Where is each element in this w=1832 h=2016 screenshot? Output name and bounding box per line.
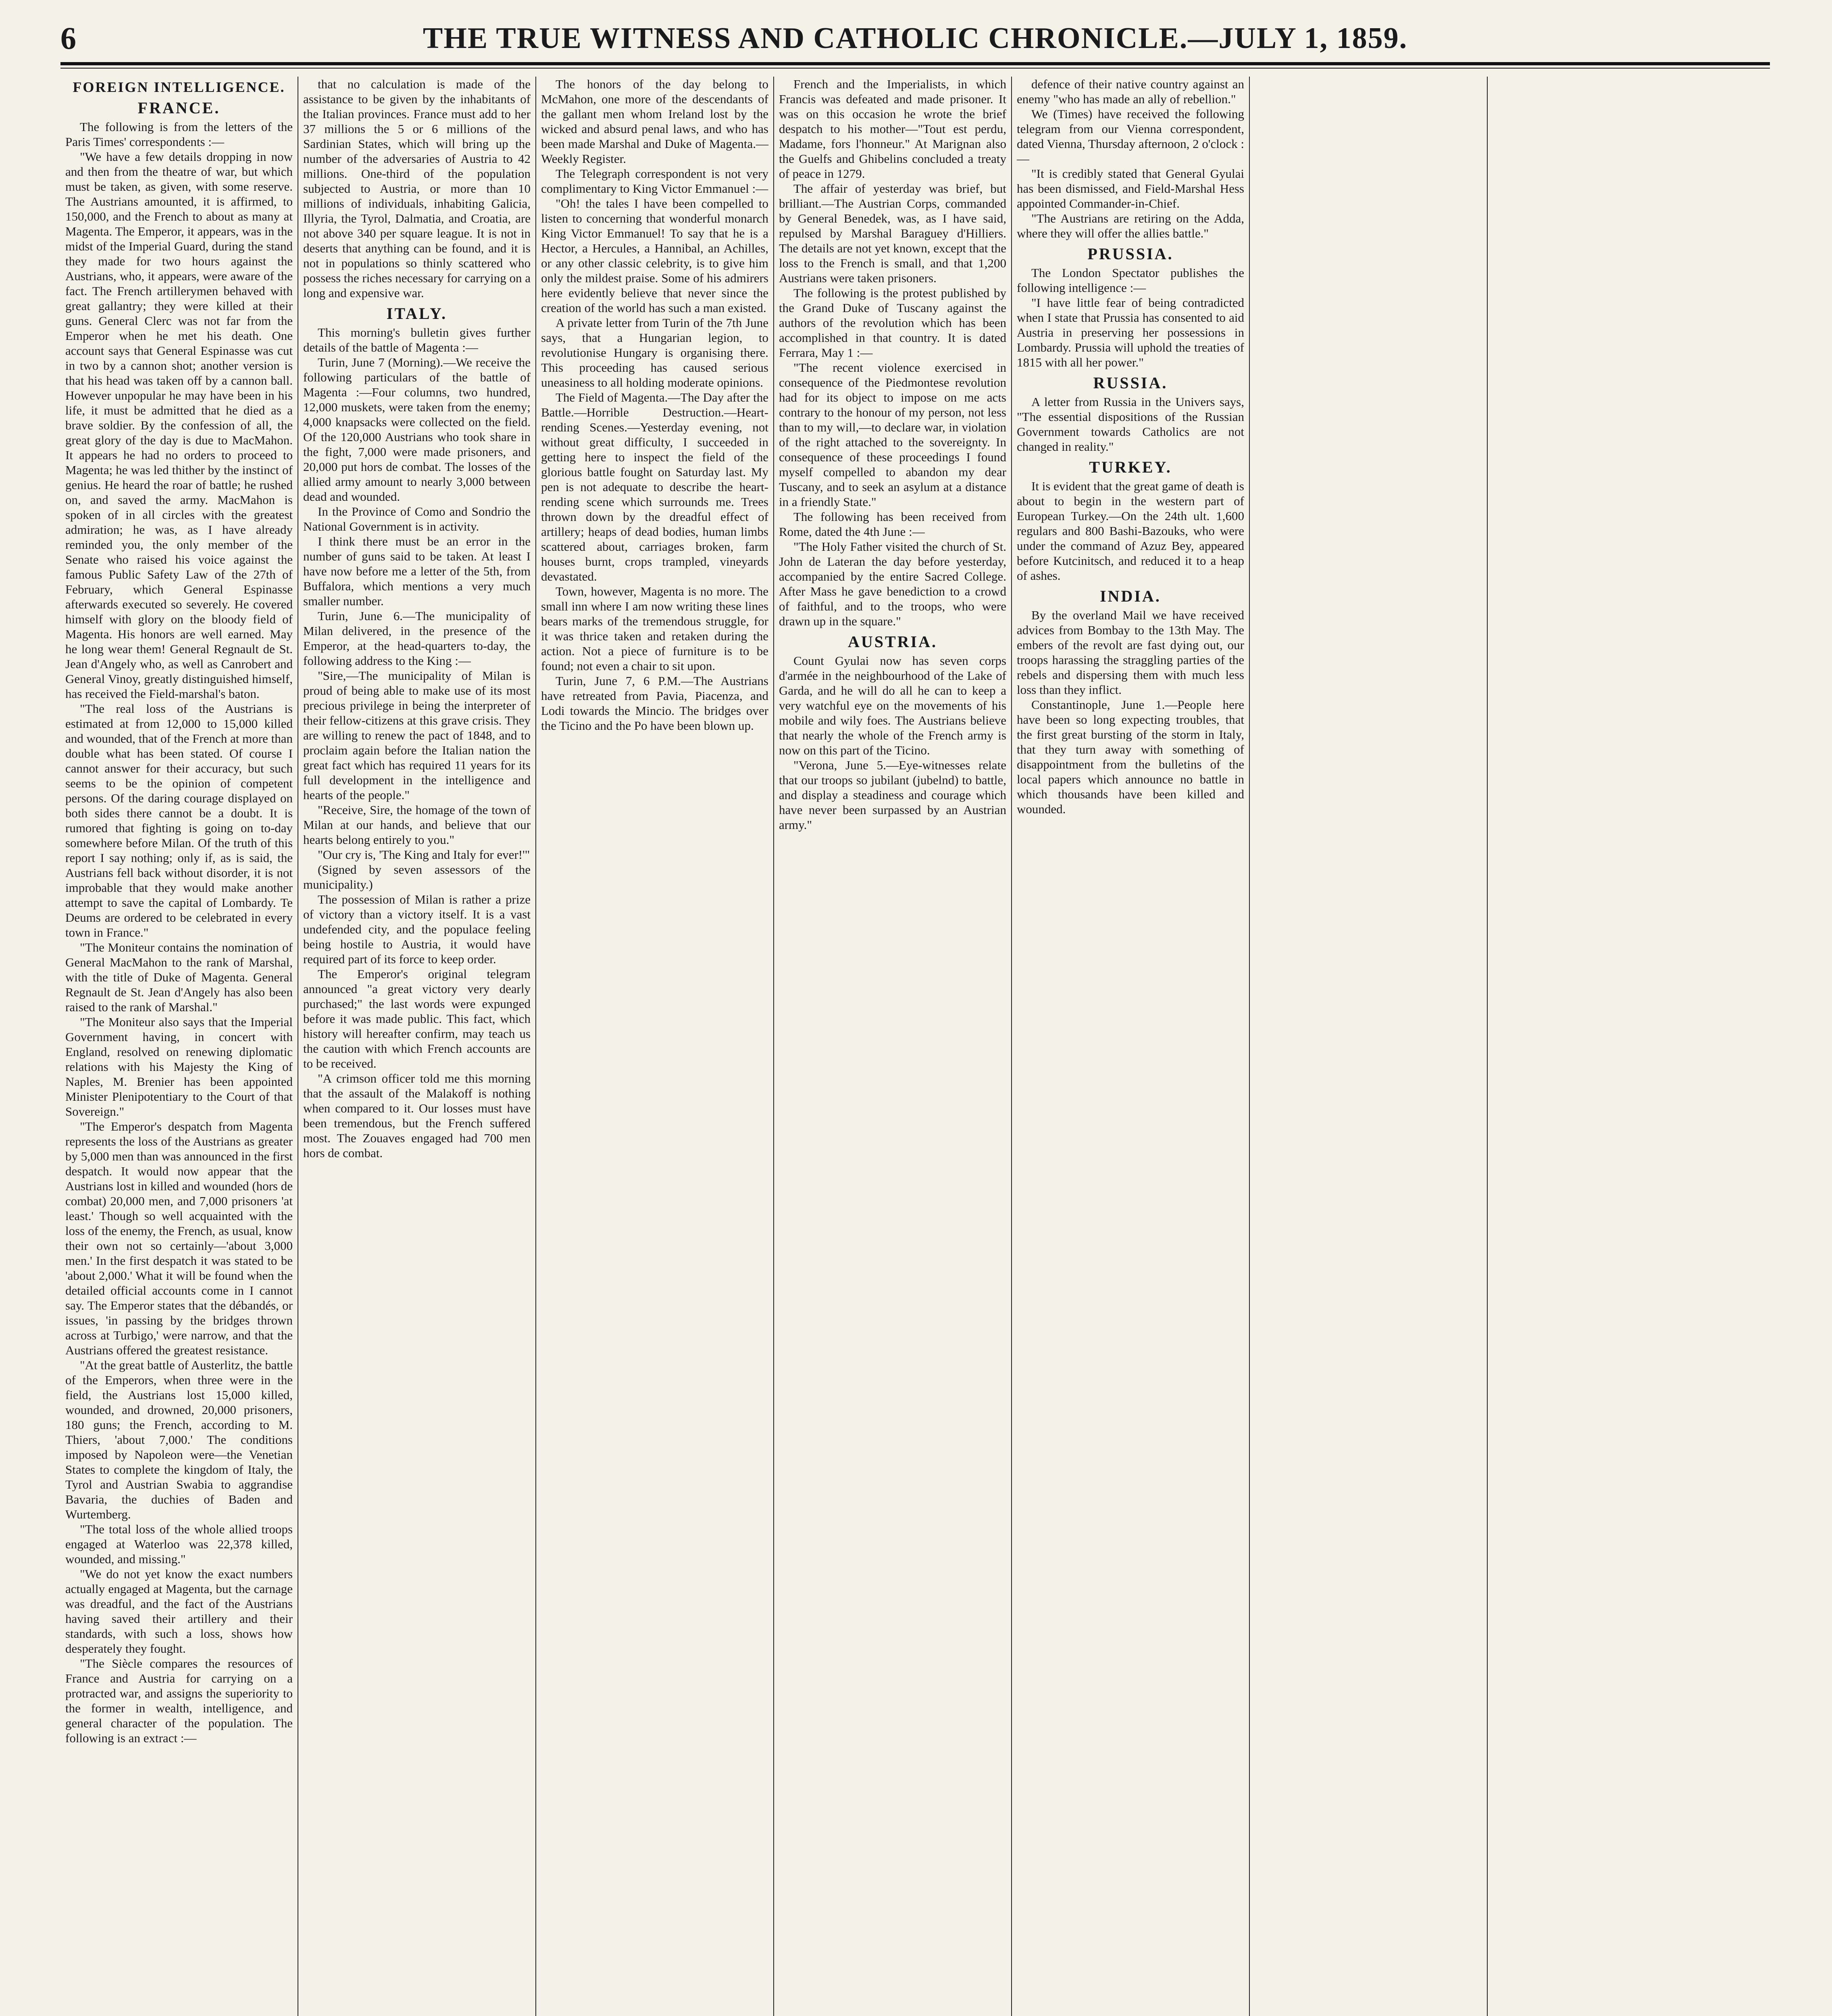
article-paragraph: "Oh! the tales I have been compelled to listen to concerning that wonderful monarch King Victor Emmanuel! To say that he is a Hector, a Hercules, a Hannibal, an Achilles, or any other classic celebrity, is to give him only the mildest praise. Some of his admirers here evidently believe that never since the creation of the world has such a man existed. (541, 196, 768, 315)
article-paragraph: that no calculation is made of the assistance to be given by the inhabitants of the Italian provinces. France must add to her 37 millions the 5 or 6 millions of the Sardinian States, which will bring up the number of the adversaries of Austria to 42 millions. One-third of the population subjected to Austria, or more than 10 millions of individuals, inhabiting Galicia, Illyria, the Tyrol, Dalmatia, and Croatia, are not above 340 per square league. It is not in deserts that anything can be found, and it is not in populations so thinly scattered who possess the riches necessary for carrying on a long and expensive war. (303, 77, 531, 300)
column-6 (1250, 77, 1488, 2016)
article-paragraph: "The Holy Father visited the church of St. John de Lateran the day before yesterday, accompanied by the entire Sacred College. After Mass he gave benediction to a crowd of faithful, and to the troops, who were drawn up in the square." (779, 539, 1006, 628)
article-paragraph: The Telegraph correspondent is not very complimentary to King Victor Emmanuel :— (541, 167, 768, 196)
article-paragraph: French and the Imperialists, in which Francis was defeated and made prisoner. It was on this occasion he wrote the brief despatch to his mother—"Tout est perdu, Madame, fors l'honneur." At Marignan also the Guelfs and Ghibelins concluded a treaty of peace in 1279. (779, 77, 1006, 181)
newspaper-page (60, 16, 1770, 2016)
column-2 (298, 77, 536, 2016)
article-paragraph: Turin, June 6.—The municipality of Milan delivered, in the presence of the Emperor, at the head-quarters to-day, the following address to the King :— (303, 609, 531, 668)
article-paragraph: "Sire,—The municipality of Milan is proud of being able to make use of its most precious privilege in being the interpreter of their fellow-citizens at this grave crisis. They are willing to renew the pact of 1848, and to proclaim again before the Italian nation the great fact which has required 11 years for its full development in the intelligence and hearts of the people." (303, 669, 531, 802)
article-paragraph: "Our cry is, 'The King and Italy for ever!'" (318, 848, 530, 862)
section-heading: FRANCE. (137, 99, 221, 117)
article-paragraph: "It is credibly stated that General Gyulai has been dismissed, and Field-Marshal Hess appointed Commander-in-Chief. (1017, 167, 1244, 210)
column-4 (774, 77, 1012, 2016)
section-heading: RUSSIA. (1093, 374, 1168, 392)
article-paragraph: The Field of Magenta.—The Day after the Battle.—Horrible Destruction.—Heart-rending Scenes.—Yesterday evening, not without great difficulty, I succeeded in getting here to inspect the field of the glorious battle fought on Saturday last. My pen is not adequate to describe the heart-rending scene which surrounds me. Trees thrown down by the dreadful effect of artillery; heaps of dead bodies, human limbs scattered about, carriages broken, farm houses burnt, crops trampled, vineyards devastated. (541, 390, 768, 583)
article-paragraph: "The total loss of the whole allied troops engaged at Waterloo was 22,378 killed, wounded, and missing." (65, 1522, 293, 1566)
article-paragraph: The possession of Milan is rather a prize of victory than a victory itself. It is a vast undefended city, and the populace feeling being hostile to Austria, it would have required part of its force to keep order. (303, 892, 531, 966)
section-heading: PRUSSIA. (1087, 245, 1174, 263)
columns-container (60, 77, 1770, 2016)
article-paragraph: "At the great battle of Austerlitz, the battle of the Emperors, when three were in the field, the Austrians lost 15,000 killed, wounded, and drowned, 20,000 prisoners, 180 guns; the French, according to M. Thiers, 'about 7,000.' The conditions imposed by Napoleon were—the Venetian States to complete the kingdom of Italy, the Tyrol and Austrian Swabia to aggrandise Bavaria, the duchies of Baden and Wurtemberg. (65, 1358, 293, 1521)
article-paragraph: By the overland Mail we have received advices from Bombay to the 13th May. The embers of the revolt are fast dying out, our troops harassing the straggling parties of the rebels and dispersing them with much less loss than they inflict. (1017, 608, 1244, 697)
masthead (60, 16, 1770, 60)
article-paragraph: (Signed by seven assessors of the municipality.) (303, 862, 531, 891)
article-paragraph: "Receive, Sire, the homage of the town of Milan at our hands, and believe that our hearts belong entirely to you." (303, 803, 531, 847)
article-paragraph: "The recent violence exercised in consequence of the Piedmontese revolution had for its object to impose on me acts contrary to the honour of my person, not less than to my will,—to declare war, in violation of the right attached to the sovereignty. In consequence of these proceedings I found myself compelled to abandon my dear Tuscany, and to seek an asylum at a distance in a friendly State." (779, 360, 1006, 509)
column-1 (60, 77, 298, 2016)
article-paragraph: We (Times) have received the following telegram from our Vienna correspondent, dated Vienna, Thursday afternoon, 2 o'clock :— (1017, 107, 1244, 166)
article-paragraph: "We have a few details dropping in now and then from the theatre of war, but which must be taken, as given, with some reserve. The Austrians amounted, it is affirmed, to 150,000, and the French to about as many at Magenta. The Emperor, it appears, was in the midst of the Imperial Guard, during the stand they made for two hours against the Austrians, who, it appears, were aware of the fact. The French artillerymen behaved with great gallantry; they were killed at their guns. General Clerc was not far from the Emperor when he met his death. One account says that General Espinasse was cut in two by a cannon shot; another version is that his head was taken off by a cannon ball. However unpopular he may have been in his life, it must be admitted that he died as a brave soldier. By the confession of all, the great glory of the day is due to MacMahon. It appears he had no orders to proceed to Magenta; he was led thither by the instinct of genius. He heard the roar of battle; he rushed on, and saved the army. MacMahon is spoken of in all circles with the greatest admiration; he was, as I have already reminded you, the only member of the Senate who raised his voice against the famous Public Safety Law of the 27th of February, which General Espinasse afterwards executed so severely. He covered himself with glory on the bloody field of Magenta. His honors are well earned. May he long wear them! General Regnault de St. Jean d'Angely who, as well as Canrobert and General Vinoy, greatly distinguished himself, has received the Field-marshal's baton. (65, 150, 293, 701)
article-paragraph: "We do not yet know the exact numbers actually engaged at Magenta, but the carnage was dreadful, and the fact of the Austrians having saved their artillery and their standards, with such a loss, shows how desperately they fought. (65, 1567, 293, 1656)
article-paragraph: The Emperor's original telegram announced "a great victory very dearly purchased;" the last words were expunged before it was made public. This fact, which history will hereafter confirm, may teach us the caution with which French accounts are to be received. (303, 967, 531, 1070)
article-paragraph: A letter from Russia in the Univers says, "The essential dispositions of the Russian Government towards Catholics are not changed in reality." (1017, 395, 1244, 454)
article-paragraph: "A crimson officer told me this morning that the assault of the Malakoff is nothing when compared to it. Our losses must have been tremendous, but the French suffered most. The Zouaves engaged had 700 men hors de combat. (303, 1071, 531, 1160)
masthead-rule-thick (60, 62, 1770, 65)
article-paragraph: "The Austrians are retiring on the Adda, where they will offer the allies battle." (1017, 211, 1244, 240)
column-3 (536, 77, 774, 2016)
article-paragraph: In the Province of Como and Sondrio the National Government is in activity. (303, 504, 531, 533)
running-title: THE TRUE WITNESS AND CATHOLIC CHRONICLE.—JULY 1, 1859. (423, 21, 1408, 55)
article-paragraph: The following is the protest published by the Grand Duke of Tuscany against the authors of the revolution which has been accomplished in that country. It is dated Ferrara, May 1 :— (779, 286, 1006, 360)
article-paragraph: A private letter from Turin of the 7th June says, that a Hungarian legion, to revolutionise Hungary is organising there. This proceeding has caused serious uneasiness to all holding moderate opinions. (541, 316, 768, 389)
article-paragraph: It is evident that the great game of death is about to begin in the western part of European Turkey.—On the 24th ult. 1,600 regulars and 800 Bashi-Bazouks, who were under the command of Azuz Bey, appeared before Kutcinitsch, and reduced it to a heap of ashes. (1017, 479, 1244, 583)
article-paragraph: "The real loss of the Austrians is estimated at from 12,000 to 15,000 killed and wounded, that of the French at more than double what has been stated. Of course I cannot answer for their accuracy, but such seems to be the opinion of competent persons. Of the daring courage displayed on both sides there cannot be a doubt. It is rumored that fighting is going on to-day somewhere before Milan. Of the truth of this report I say nothing; only if, as is said, the Austrians fell back without disorder, it is not improbable that they would make another attempt to save the capital of Lombardy. Te Deums are ordered to be celebrated in every town in France." (65, 702, 293, 939)
column-7 (1488, 77, 1726, 2016)
article-paragraph: Turin, June 7, 6 P.M.—The Austrians have retreated from Pavia, Piacenza, and Lodi towards the Mincio. The bridges over the Ticino and the Po have been blown up. (541, 674, 768, 733)
page-number: 6 (60, 21, 76, 56)
article-paragraph: Turin, June 7 (Morning).—We receive the following particulars of the battle of Magenta :—Four columns, two hundred, 12,000 muskets, were taken from the enemy; 4,000 knapsacks were collected on the field. Of the 120,000 Austrians who took share in the fight, 7,000 were made prisoners, and 20,000 put hors de combat. The losses of the allied army amount to nearly 3,000 between dead and wounded. (303, 355, 531, 504)
article-paragraph: Count Gyulai now has seven corps d'armée in the neighbourhood of the Lake of Garda, and he will do all he can to keep a very watchful eye on the movements of his mobile and wily foes. The Austrians believe that nearly the whole of the French army is now on this part of the Ticino. (779, 654, 1006, 757)
article-paragraph: Constantinople, June 1.—People here have been so long expecting troubles, that the first great bursting of the storm in Italy, that they turn away with something of disappointment from the bulletins of the local papers which announce no battle in which thousands have been killed and wounded. (1017, 698, 1244, 816)
article-paragraph: "I have little fear of being contradicted when I state that Prussia has consented to aid Austria in preserving her possessions in Lombardy. Prussia will uphold the treaties of 1815 with all her power." (1017, 296, 1244, 369)
article-paragraph: "The Moniteur also says that the Imperial Government having, in concert with England, resolved on renewing diplomatic relations with his Majesty the King of Naples, M. Brenier has been appointed Minister Plenipotentiary to the Court of that Sovereign." (65, 1015, 293, 1118)
article-paragraph: The affair of yesterday was brief, but brilliant.—The Austrian Corps, commanded by General Benedek, was, as I have said, repulsed by Marshal Baraguey d'Hilliers. The details are not yet known, except that the loss to the French is small, and that 1,200 Austrians were taken prisoners. (779, 181, 1006, 285)
section-heading: TURKEY. (1089, 458, 1172, 476)
article-paragraph: The honors of the day belong to McMahon, one more of the descendants of the gallant men whom Ireland lost by the wicked and absurd penal laws, and who has been made Marshal and Duke of Magenta.—Weekly Register. (541, 77, 768, 166)
article-paragraph: "The Siècle compares the resources of France and Austria for carrying on a protracted war, and assigns the superiority to the former in wealth, intelligence, and general character of the population. The following is an extract :— (65, 1656, 293, 1745)
section-heading: INDIA. (1100, 587, 1161, 605)
article-paragraph: "Verona, June 5.—Eye-witnesses relate that our troops so jubilant (jubelnd) to battle, and display a steadiness and courage which have never been surpassed by an Austrian army." (779, 758, 1006, 832)
article-paragraph: defence of their native country against an enemy "who has made an ally of rebellion." (1017, 77, 1244, 106)
column-5 (1012, 77, 1250, 2016)
article-paragraph: The following has been received from Rome, dated the 4th June :— (779, 510, 1006, 539)
article-paragraph: "The Emperor's despatch from Magenta represents the loss of the Austrians as greater by 5,000 men than was announced in the first despatch. It would now appear that the Austrians lost in killed and wounded (hors de combat) 20,000 men, and 7,000 prisoners 'at least.' Though so well acquainted with the loss of the enemy, the French, as usual, know their own not so certainly—'about 3,000 men.' In the first despatch it was stated to be 'about 2,000.' What it will be found when the detailed official accounts come in I cannot say. The Emperor states that the débandés, or issues, 'in passing by the bridges thrown across at Turbigo,' were narrow, and that the Austrians offered the greatest resistance. (65, 1119, 293, 1357)
masthead-rule-thin (60, 68, 1770, 69)
section-heading: ITALY. (386, 304, 448, 323)
article-paragraph: The London Spectator publishes the following intelligence :— (1017, 266, 1244, 295)
article-paragraph: "The Moniteur contains the nomination of General MacMahon to the rank of Marshal, with the title of Duke of Magenta. General Regnault de St. Jean d'Angely has also been raised to the rank of Marshal." (65, 940, 293, 1014)
article-paragraph: I think there must be an error in the number of guns said to be taken. At least I have now before me a letter of the 5th, from Buffalora, which mentions a very much smaller number. (303, 534, 531, 608)
section-heading: AUSTRIA. (847, 633, 938, 651)
article-paragraph: The following is from the letters of the Paris Times' correspondents :— (65, 120, 293, 149)
article-paragraph: Town, however, Magenta is no more. The small inn where I am now writing these lines bears marks of the tremendous struggle, for it was thrice taken and retaken during the action. Not a piece of furniture is to be found; not even a chair to sit upon. (541, 584, 768, 673)
column-header: FOREIGN INTELLIGENCE. (73, 79, 285, 95)
article-paragraph: This morning's bulletin gives further details of the battle of Magenta :— (303, 325, 531, 354)
